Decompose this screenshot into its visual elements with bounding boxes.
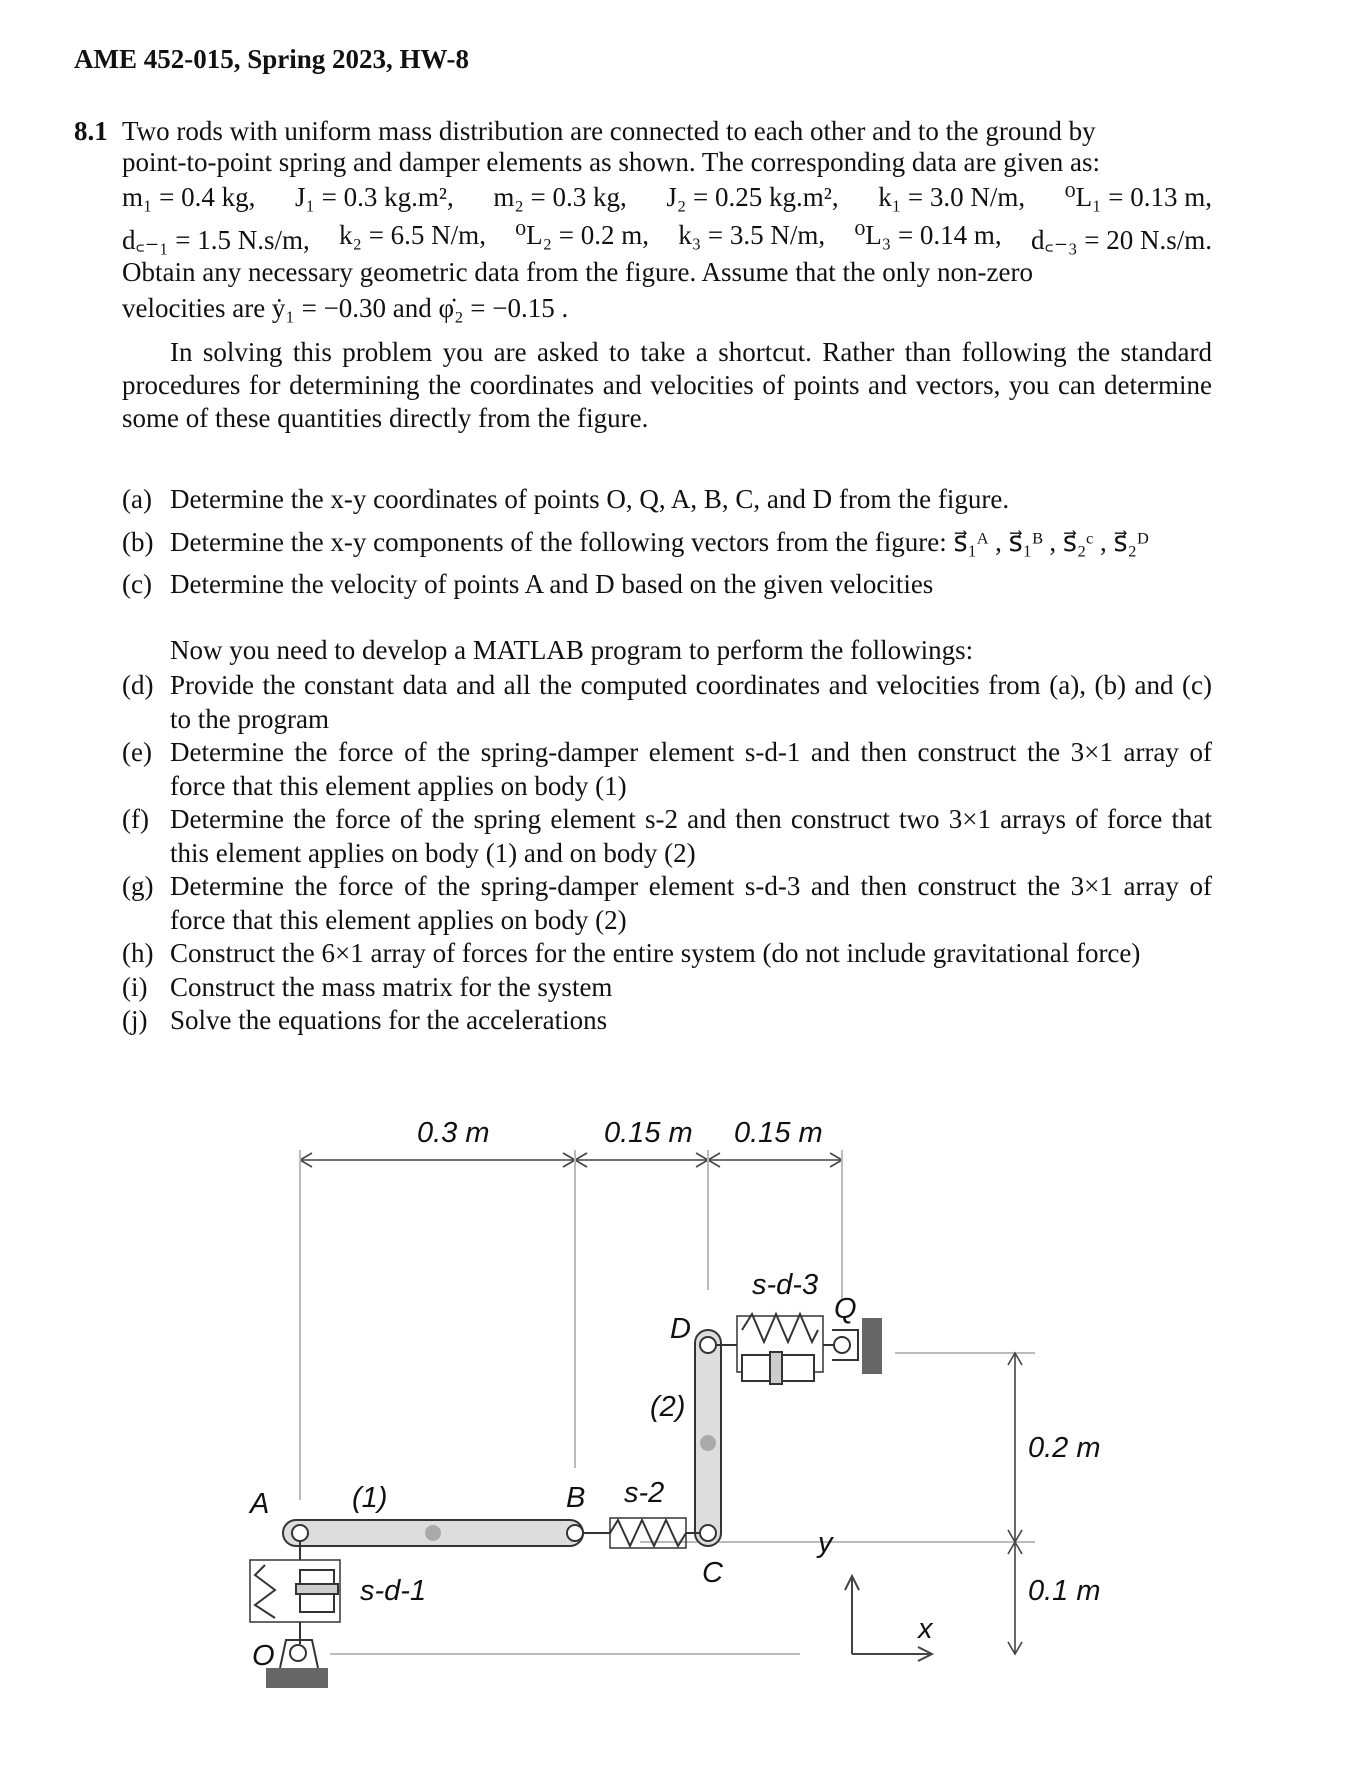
dim-label-015-right: 0.15 m (734, 1117, 823, 1149)
o-ground (266, 1668, 328, 1688)
part-e-label: (e) (122, 737, 152, 767)
data-l3: ⁰L₃ = 0.14 m, (854, 220, 1002, 250)
part-e (122, 736, 1212, 803)
part-d (122, 669, 1212, 736)
data-k2: k₂ = 6.5 N/m, (339, 220, 486, 250)
point-c-pin (700, 1525, 716, 1541)
part-c-label: (c) (122, 569, 152, 599)
label-x-axis: x (918, 1613, 933, 1645)
label-a: A (250, 1488, 270, 1520)
label-sd3: s-d-3 (752, 1269, 819, 1301)
label-q: Q (834, 1293, 857, 1325)
geometry-text: Obtain any necessary geometric data from the figure. Assume that the only non-zero (122, 257, 1033, 287)
point-a-pin (292, 1525, 308, 1541)
part-a (122, 483, 1212, 517)
part-g (122, 870, 1212, 937)
label-d: D (670, 1313, 691, 1345)
part-g-text: Determine the force of the spring-damper element s-d-3 and then construct the 3×1 array of force that this element applies on body (2) (170, 871, 1212, 935)
shortcut-paragraph: In solving this problem you are asked to take a shortcut. Rather than following the standard procedures for determining the coordinates and velocities of points and vectors, you can determine some of these quantities directly from the figure. (122, 337, 1212, 433)
part-j-text: Solve the equations for the accelerations (170, 1005, 608, 1035)
part-i-label: (i) (122, 971, 148, 1002)
part-b-text: Determine the x-y components of the following vectors from the figure: s⃗₁ᴬ , s⃗₁ᴮ , s⃗₂ᶜ , s⃗₂ᴰ (170, 526, 1149, 557)
velocity-line: velocities are ẏ₁ = −0.30 and φ̇₂ = −0.15 . (122, 293, 569, 323)
data-m2: m₂ = 0.3 kg, (493, 182, 627, 212)
part-j (122, 1004, 1212, 1038)
parts-abc-list (122, 483, 1212, 602)
data-m1: m₁ = 0.4 kg, (122, 182, 256, 212)
data-l1: ⁰L₁ = 0.13 m, (1064, 182, 1212, 212)
problem-number: 8.1 (74, 116, 108, 146)
dim-label-03: 0.3 m (417, 1117, 490, 1149)
dim-label-015-left: 0.15 m (604, 1117, 693, 1149)
parts-dj-list (122, 669, 1212, 1038)
label-s2: s-2 (624, 1477, 665, 1509)
label-sd1: s-d-1 (360, 1575, 427, 1607)
part-e-text: Determine the force of the spring-damper element s-d-1 and then construct the 3×1 array of force that this element applies on body (1) (170, 737, 1212, 801)
part-a-label: (a) (122, 484, 152, 514)
label-y-axis: y (818, 1527, 833, 1559)
sd3-damper-piston (770, 1352, 782, 1384)
point-q-pin (834, 1337, 850, 1353)
part-h-text: Construct the 6×1 array of forces for the entire system (do not include gravitational force) (170, 938, 1141, 968)
part-h (122, 937, 1212, 971)
part-i (122, 971, 1212, 1005)
sd1-spring (255, 1565, 275, 1618)
part-i-text: Construct the mass matrix for the system (170, 971, 613, 1002)
data-line-1 (122, 182, 1212, 213)
point-o-pin (290, 1645, 306, 1661)
part-c-text: Determine the velocity of points A and D based on the given velocities (170, 569, 934, 599)
label-o: O (252, 1640, 275, 1672)
part-g-label: (g) (122, 871, 154, 901)
geometry-line (122, 257, 1212, 288)
part-d-text: Provide the constant data and all the computed coordinates and velocities from (a), (b) and (c) to the program (170, 670, 1212, 734)
mechanism-figure (0, 1080, 1361, 1779)
data-k3: k₃ = 3.5 N/m, (678, 220, 826, 250)
part-h-label: (h) (122, 938, 154, 968)
part-f-label: (f) (122, 804, 149, 834)
data-j1: J₁ = 0.3 kg.m², (295, 182, 454, 212)
part-c (122, 568, 1212, 602)
intro-line-2 (122, 147, 1212, 178)
part-f (122, 803, 1212, 870)
part-a-text: Determine the x-y coordinates of points O, Q, A, B, C, and D from the figure. (170, 484, 1010, 514)
sd1-damper-piston (296, 1584, 338, 1594)
intro-text-1: Two rods with uniform mass distribution are connected to each other and to the ground by (122, 116, 1096, 146)
q-ground (862, 1318, 882, 1374)
point-b-pin (567, 1525, 583, 1541)
point-d-pin (700, 1337, 716, 1353)
intro-line-1 (122, 116, 1212, 147)
part-b-label: (b) (122, 526, 154, 557)
page-title: AME 452-015, Spring 2023, HW-8 (74, 44, 470, 74)
label-b: B (566, 1482, 586, 1514)
dim-label-02: 0.2 m (1028, 1432, 1101, 1464)
body-1-centroid (425, 1525, 441, 1541)
sd3-spring (742, 1314, 818, 1342)
data-dc3: d꜀₋₃ = 20 N.s/m. (1030, 225, 1212, 255)
body-2-centroid (700, 1435, 716, 1451)
part-d-label: (d) (122, 670, 154, 700)
matlab-intro: Now you need to develop a MATLAB program to perform the followings: (170, 635, 974, 665)
data-l2: ⁰L₂ = 0.2 m, (515, 220, 649, 250)
label-body-2: (2) (650, 1391, 686, 1423)
part-f-text: Determine the force of the spring element s-2 and then construct two 3×1 arrays of force that this element applies on body (1) and on body (2) (170, 804, 1212, 868)
data-k1: k₁ = 3.0 N/m, (878, 182, 1026, 212)
label-c: C (702, 1557, 723, 1589)
data-j2: J₂ = 0.25 kg.m², (666, 182, 839, 212)
part-b (122, 526, 1212, 560)
label-body-1: (1) (352, 1482, 388, 1514)
data-line-2 (122, 220, 1212, 257)
part-j-label: (j) (122, 1005, 148, 1035)
dim-label-01: 0.1 m (1028, 1575, 1101, 1607)
intro-text-2: point-to-point spring and damper elements as shown. The corresponding data are given as: (122, 147, 1100, 177)
data-dc1: d꜀₋₁ = 1.5 N.s/m, (122, 225, 310, 255)
